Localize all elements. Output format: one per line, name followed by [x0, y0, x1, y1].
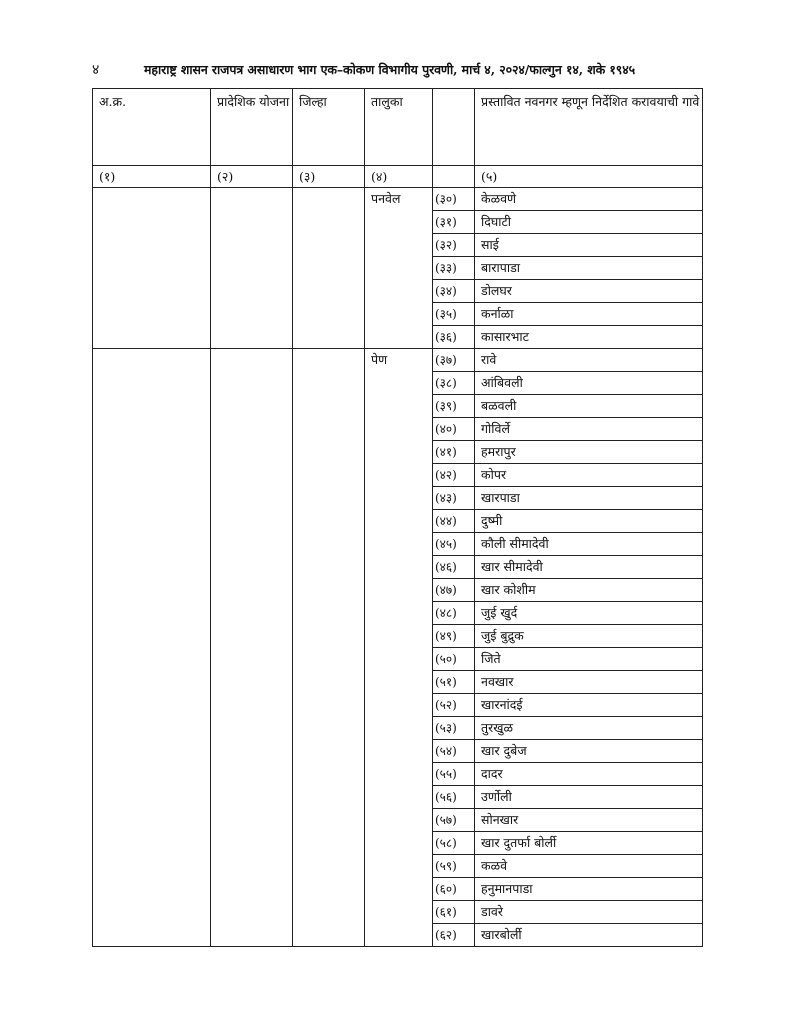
empty-cell: [93, 510, 211, 533]
village-number: (४२): [433, 464, 475, 487]
village-name: कर्नाळा: [475, 303, 703, 326]
village-number: (३९): [433, 395, 475, 418]
empty-cell: [211, 763, 293, 786]
taluka-cell: [365, 832, 433, 855]
taluka-cell: [365, 303, 433, 326]
empty-cell: [93, 740, 211, 763]
empty-cell: [293, 671, 365, 694]
empty-cell: [93, 625, 211, 648]
village-number: (६०): [433, 878, 475, 901]
village-name: जुई खुर्द: [475, 602, 703, 625]
empty-cell: [211, 579, 293, 602]
table-row: [93, 901, 703, 924]
empty-cell: [211, 625, 293, 648]
empty-cell: [93, 395, 211, 418]
empty-cell: [93, 648, 211, 671]
table-row: [93, 188, 703, 211]
taluka-cell: [365, 326, 433, 349]
empty-cell: [211, 786, 293, 809]
empty-cell: [211, 464, 293, 487]
village-number: (५२): [433, 694, 475, 717]
empty-cell: [211, 671, 293, 694]
village-number: (५५): [433, 763, 475, 786]
gazette-header-title: महाराष्ट्र शासन राजपत्र असाधारण भाग एक–कोकण विभागीय पुरवणी, मार्च ४, २०२४/फाल्गुन १४, शके १९४५: [144, 62, 635, 77]
column-number: (४): [365, 166, 433, 188]
empty-cell: [293, 625, 365, 648]
village-name: खार कोशीम: [475, 579, 703, 602]
header-index: [433, 89, 475, 166]
taluka-cell: [365, 579, 433, 602]
empty-cell: [211, 533, 293, 556]
table-row: [93, 510, 703, 533]
village-name: खारबोर्ली: [475, 924, 703, 947]
table-row: [93, 326, 703, 349]
table-row: [93, 556, 703, 579]
village-name: कासारभाट: [475, 326, 703, 349]
empty-cell: [93, 671, 211, 694]
village-number: (५६): [433, 786, 475, 809]
table-row: [93, 372, 703, 395]
empty-cell: [211, 257, 293, 280]
village-number: (३४): [433, 280, 475, 303]
empty-cell: [93, 464, 211, 487]
empty-cell: [211, 901, 293, 924]
empty-cell: [93, 533, 211, 556]
village-number: (४८): [433, 602, 475, 625]
empty-cell: [293, 648, 365, 671]
village-name: बळवली: [475, 395, 703, 418]
empty-cell: [293, 786, 365, 809]
taluka-cell: [365, 625, 433, 648]
taluka-cell: [365, 418, 433, 441]
empty-cell: [93, 763, 211, 786]
empty-cell: [211, 648, 293, 671]
village-number: (५४): [433, 740, 475, 763]
village-name: दिघाटी: [475, 211, 703, 234]
empty-cell: [293, 188, 365, 211]
empty-cell: [93, 878, 211, 901]
empty-cell: [293, 510, 365, 533]
village-number: (४५): [433, 533, 475, 556]
empty-cell: [293, 740, 365, 763]
empty-cell: [211, 809, 293, 832]
taluka-cell: [365, 395, 433, 418]
empty-cell: [93, 924, 211, 947]
empty-cell: [93, 487, 211, 510]
village-number: (६१): [433, 901, 475, 924]
empty-cell: [211, 694, 293, 717]
taluka-cell: पेण: [365, 349, 433, 372]
village-name: कळवे: [475, 855, 703, 878]
column-number: (३): [293, 166, 365, 188]
taluka-cell: [365, 487, 433, 510]
empty-cell: [293, 694, 365, 717]
table-row: [93, 809, 703, 832]
taluka-cell: [365, 533, 433, 556]
taluka-cell: [365, 809, 433, 832]
empty-cell: [293, 809, 365, 832]
empty-cell: [93, 556, 211, 579]
village-name: जुई बुद्रुक: [475, 625, 703, 648]
empty-cell: [93, 579, 211, 602]
taluka-cell: [365, 510, 433, 533]
empty-cell: [293, 556, 365, 579]
column-number: [433, 166, 475, 188]
empty-cell: [293, 717, 365, 740]
village-name: दादर: [475, 763, 703, 786]
empty-cell: [93, 211, 211, 234]
village-name: नवखार: [475, 671, 703, 694]
village-name: दुष्मी: [475, 510, 703, 533]
village-number: (५०): [433, 648, 475, 671]
taluka-cell: पनवेल: [365, 188, 433, 211]
village-name: तुरखुळ: [475, 717, 703, 740]
column-number-row: [93, 166, 703, 188]
village-name: रावे: [475, 349, 703, 372]
empty-cell: [293, 924, 365, 947]
table-row: [93, 441, 703, 464]
table-row: [93, 625, 703, 648]
village-number: (३०): [433, 188, 475, 211]
table-row: [93, 303, 703, 326]
empty-cell: [293, 878, 365, 901]
empty-cell: [93, 188, 211, 211]
taluka-cell: [365, 556, 433, 579]
village-name: आंबिवली: [475, 372, 703, 395]
village-name: बारापाडा: [475, 257, 703, 280]
village-number: (३६): [433, 326, 475, 349]
taluka-cell: [365, 441, 433, 464]
empty-cell: [211, 211, 293, 234]
table-row: [93, 257, 703, 280]
header-villages: प्रस्तावित नवनगर म्हणून निर्देशित करावयाची गावे: [475, 89, 703, 166]
table-row: [93, 579, 703, 602]
empty-cell: [293, 533, 365, 556]
empty-cell: [293, 602, 365, 625]
empty-cell: [211, 326, 293, 349]
empty-cell: [93, 786, 211, 809]
taluka-cell: [365, 464, 433, 487]
table-row: [93, 832, 703, 855]
header-taluka: तालुका: [365, 89, 433, 166]
table-row: [93, 211, 703, 234]
village-name: कौली सीमादेवी: [475, 533, 703, 556]
village-number: (५९): [433, 855, 475, 878]
taluka-cell: [365, 924, 433, 947]
empty-cell: [293, 211, 365, 234]
village-name: खार दुबेज: [475, 740, 703, 763]
table-row: [93, 464, 703, 487]
empty-cell: [211, 349, 293, 372]
empty-cell: [293, 487, 365, 510]
table-row: [93, 487, 703, 510]
empty-cell: [93, 602, 211, 625]
empty-cell: [93, 234, 211, 257]
taluka-cell: [365, 234, 433, 257]
table-row: [93, 924, 703, 947]
table-row: [93, 740, 703, 763]
taluka-cell: [365, 901, 433, 924]
empty-cell: [293, 464, 365, 487]
empty-cell: [93, 372, 211, 395]
table-row: [93, 395, 703, 418]
empty-cell: [293, 579, 365, 602]
village-number: (३७): [433, 349, 475, 372]
empty-cell: [211, 441, 293, 464]
village-name: साई: [475, 234, 703, 257]
taluka-cell: [365, 717, 433, 740]
empty-cell: [293, 832, 365, 855]
village-number: (५८): [433, 832, 475, 855]
column-number: (२): [211, 166, 293, 188]
empty-cell: [293, 441, 365, 464]
village-number: (६२): [433, 924, 475, 947]
column-number: (५): [475, 166, 703, 188]
empty-cell: [93, 418, 211, 441]
empty-cell: [93, 717, 211, 740]
empty-cell: [211, 832, 293, 855]
empty-cell: [293, 349, 365, 372]
empty-cell: [293, 372, 365, 395]
empty-cell: [93, 901, 211, 924]
empty-cell: [211, 395, 293, 418]
taluka-cell: [365, 763, 433, 786]
empty-cell: [93, 441, 211, 464]
empty-cell: [293, 418, 365, 441]
empty-cell: [211, 418, 293, 441]
empty-cell: [293, 901, 365, 924]
table-row: [93, 717, 703, 740]
village-number: (३१): [433, 211, 475, 234]
village-name: खारपाडा: [475, 487, 703, 510]
table-row: [93, 602, 703, 625]
table-row: [93, 234, 703, 257]
empty-cell: [293, 257, 365, 280]
village-number: (३५): [433, 303, 475, 326]
empty-cell: [211, 372, 293, 395]
empty-cell: [211, 878, 293, 901]
empty-cell: [93, 326, 211, 349]
village-name: उर्णोली: [475, 786, 703, 809]
empty-cell: [93, 349, 211, 372]
page-number: ४: [92, 62, 100, 78]
empty-cell: [293, 303, 365, 326]
taluka-cell: [365, 671, 433, 694]
column-number: (१): [93, 166, 211, 188]
empty-cell: [293, 855, 365, 878]
table-row: [93, 671, 703, 694]
village-name: सोनखार: [475, 809, 703, 832]
empty-cell: [211, 234, 293, 257]
taluka-cell: [365, 878, 433, 901]
empty-cell: [211, 487, 293, 510]
village-number: (४१): [433, 441, 475, 464]
taluka-cell: [365, 648, 433, 671]
table-body: [93, 188, 703, 947]
table-row: [93, 648, 703, 671]
village-name: खारनांदई: [475, 694, 703, 717]
table-row: [93, 763, 703, 786]
village-number: (४४): [433, 510, 475, 533]
empty-cell: [211, 280, 293, 303]
taluka-cell: [365, 211, 433, 234]
table-row: [93, 878, 703, 901]
empty-cell: [211, 303, 293, 326]
empty-cell: [211, 602, 293, 625]
empty-cell: [211, 556, 293, 579]
empty-cell: [293, 763, 365, 786]
taluka-cell: [365, 280, 433, 303]
taluka-cell: [365, 602, 433, 625]
taluka-cell: [365, 855, 433, 878]
village-number: (५१): [433, 671, 475, 694]
village-name: जिते: [475, 648, 703, 671]
taluka-cell: [365, 694, 433, 717]
taluka-cell: [365, 372, 433, 395]
empty-cell: [293, 280, 365, 303]
table-row: [93, 418, 703, 441]
header-district: जिल्हा: [293, 89, 365, 166]
header-serial: अ.क्र.: [93, 89, 211, 166]
empty-cell: [211, 717, 293, 740]
village-number: (४३): [433, 487, 475, 510]
table-row: [93, 280, 703, 303]
empty-cell: [93, 303, 211, 326]
village-name: कोपर: [475, 464, 703, 487]
table-row: [93, 855, 703, 878]
taluka-cell: [365, 257, 433, 280]
empty-cell: [211, 510, 293, 533]
empty-cell: [293, 395, 365, 418]
empty-cell: [293, 326, 365, 349]
empty-cell: [93, 832, 211, 855]
village-number: (४७): [433, 579, 475, 602]
taluka-cell: [365, 786, 433, 809]
empty-cell: [211, 855, 293, 878]
village-number: (५७): [433, 809, 475, 832]
empty-cell: [93, 280, 211, 303]
taluka-cell: [365, 740, 433, 763]
empty-cell: [211, 924, 293, 947]
village-number: (३२): [433, 234, 475, 257]
page-header: [92, 60, 702, 82]
empty-cell: [211, 188, 293, 211]
empty-cell: [93, 809, 211, 832]
empty-cell: [93, 855, 211, 878]
village-number: (३३): [433, 257, 475, 280]
villages-table: [92, 88, 703, 947]
village-number: (५३): [433, 717, 475, 740]
village-name: खार सीमादेवी: [475, 556, 703, 579]
village-name: हमरापुर: [475, 441, 703, 464]
village-name: खार दुतर्फा बोर्ली: [475, 832, 703, 855]
village-name: गोविर्ले: [475, 418, 703, 441]
village-number: (४६): [433, 556, 475, 579]
village-name: डोलघर: [475, 280, 703, 303]
village-name: डावरे: [475, 901, 703, 924]
table-row: [93, 533, 703, 556]
empty-cell: [293, 234, 365, 257]
table-header-row: [93, 89, 703, 166]
table-row: [93, 694, 703, 717]
table-row: [93, 786, 703, 809]
empty-cell: [93, 694, 211, 717]
empty-cell: [211, 740, 293, 763]
village-name: केळवणे: [475, 188, 703, 211]
table-row: [93, 349, 703, 372]
empty-cell: [93, 257, 211, 280]
header-regional-plan: प्रादेशिक योजना: [211, 89, 293, 166]
village-number: (४०): [433, 418, 475, 441]
village-name: हनुमानपाडा: [475, 878, 703, 901]
village-number: (४९): [433, 625, 475, 648]
village-number: (३८): [433, 372, 475, 395]
